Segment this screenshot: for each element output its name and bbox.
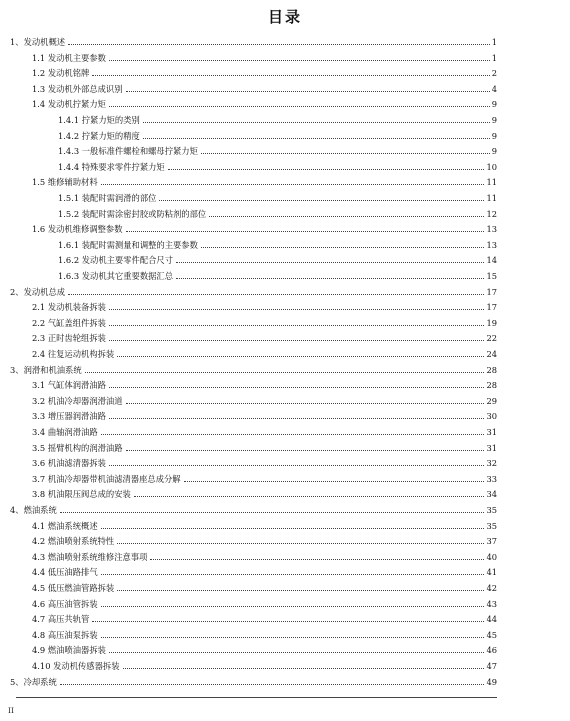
footer-page-number: II bbox=[8, 706, 14, 715]
toc-entry[interactable] bbox=[10, 377, 497, 390]
toc-dot-leader bbox=[101, 637, 485, 638]
toc-entry-label: 3、润滑和机油系统 bbox=[10, 364, 82, 375]
toc-dot-leader bbox=[117, 543, 484, 544]
toc-entry-label: 1.4 发动机拧紧力矩 bbox=[32, 99, 106, 110]
toc-entry-label: 4.1 燃油系统概述 bbox=[32, 520, 98, 531]
toc-entry-page: 29 bbox=[486, 395, 497, 406]
toc-entry-label: 1.4.1 拧紧力矩的类别 bbox=[58, 115, 140, 125]
toc-entry-label: 3.2 机油冷却器润滑油道 bbox=[32, 395, 123, 406]
toc-entry-label: 1.6.1 装配时需测量和调整的主要参数 bbox=[58, 239, 198, 250]
toc-entry-label: 2.4 往复运动机构拆装 bbox=[32, 349, 115, 359]
toc-entry-page: 9 bbox=[491, 115, 497, 125]
toc-entry[interactable] bbox=[10, 299, 497, 312]
toc-dot-leader bbox=[184, 481, 485, 482]
toc-dot-leader bbox=[126, 231, 485, 232]
toc-entry-page: 10 bbox=[486, 161, 497, 172]
toc-entry-page: 46 bbox=[486, 645, 497, 656]
toc-entry-label: 3.8 机油限压阀总成的安装 bbox=[32, 489, 131, 500]
toc-entry-label: 4.9 燃油喷油器拆装 bbox=[32, 645, 106, 656]
toc-dot-leader bbox=[109, 60, 490, 61]
toc-entry[interactable] bbox=[10, 315, 497, 328]
toc-dot-leader bbox=[109, 106, 490, 107]
toc-entry-label: 2.1 发动机装备拆装 bbox=[32, 302, 106, 313]
toc-entry[interactable] bbox=[10, 486, 497, 499]
toc-dot-leader bbox=[126, 450, 485, 451]
toc-entry[interactable] bbox=[10, 642, 497, 655]
toc-dot-leader bbox=[60, 684, 485, 685]
toc-entry-page: 12 bbox=[486, 208, 497, 219]
toc-entry-page: 4 bbox=[491, 83, 497, 94]
toc-entry[interactable] bbox=[10, 65, 497, 78]
toc-dot-leader bbox=[159, 200, 484, 201]
toc-dot-leader bbox=[109, 418, 485, 419]
toc-dot-leader bbox=[176, 262, 484, 263]
toc-dot-leader bbox=[201, 247, 485, 248]
toc-dot-leader bbox=[209, 216, 484, 217]
toc-entry-label: 2.2 气缸盖组件拆装 bbox=[32, 317, 106, 328]
toc-entry-page: 17 bbox=[486, 302, 497, 313]
toc-entry[interactable] bbox=[10, 580, 497, 593]
toc-entry-page: 9 bbox=[491, 130, 497, 141]
toc-entry[interactable] bbox=[10, 424, 497, 437]
toc-entry-label: 4.6 高压油管拆装 bbox=[32, 598, 98, 609]
toc-entry-label: 4.3 燃油喷射系统维修注意事项 bbox=[32, 551, 148, 562]
toc-entry[interactable] bbox=[10, 284, 497, 297]
toc-entry-page: 15 bbox=[486, 271, 497, 281]
toc-entry-label: 2.3 正时齿轮组拆装 bbox=[32, 333, 106, 344]
toc-entry-page: 41 bbox=[486, 567, 497, 578]
toc-entry[interactable] bbox=[10, 518, 497, 531]
toc-dot-leader bbox=[68, 294, 484, 295]
toc-dot-leader bbox=[85, 372, 485, 373]
toc-entry[interactable] bbox=[10, 408, 497, 421]
toc-dot-leader bbox=[143, 122, 490, 123]
toc-entry[interactable] bbox=[10, 346, 497, 359]
toc-dot-leader bbox=[176, 278, 484, 279]
toc-entry[interactable] bbox=[10, 330, 497, 343]
toc-dot-leader bbox=[92, 75, 489, 76]
toc-entry-page: 34 bbox=[486, 489, 497, 500]
toc-entry-page: 13 bbox=[486, 239, 497, 250]
toc-entry-label: 1.6.2 发动机主要零件配合尺寸 bbox=[58, 255, 174, 266]
toc-dot-leader bbox=[101, 574, 485, 575]
toc-entry-page: 43 bbox=[486, 598, 497, 609]
toc-entry-label: 1.6.3 发动机其它重要数据汇总 bbox=[58, 271, 174, 281]
toc-dot-leader bbox=[68, 44, 490, 45]
toc-entry[interactable] bbox=[10, 50, 497, 63]
toc-entry-page: 28 bbox=[486, 380, 497, 391]
toc-entry-page: 9 bbox=[491, 146, 497, 157]
toc-entry[interactable] bbox=[10, 658, 497, 671]
toc-entry[interactable] bbox=[10, 564, 497, 577]
toc-dot-leader bbox=[117, 590, 484, 591]
toc-entry-label: 1.1 发动机主要参数 bbox=[32, 52, 106, 63]
toc-entry[interactable] bbox=[10, 159, 497, 172]
toc-entry-page: 35 bbox=[486, 505, 497, 515]
toc-dot-leader bbox=[109, 465, 485, 466]
toc-dot-leader bbox=[150, 559, 484, 560]
toc-entry-label: 1、发动机概述 bbox=[10, 37, 66, 47]
toc-entry-label: 1.3 发动机外部总成识别 bbox=[32, 83, 123, 94]
toc-dot-leader bbox=[101, 184, 485, 185]
toc-entry-page: 11 bbox=[486, 177, 497, 188]
toc-entry-page: 35 bbox=[486, 520, 497, 531]
toc-entry[interactable] bbox=[10, 206, 497, 219]
toc-entry-label: 1.4.3 一般标准件螺栓和螺母拧紧力矩 bbox=[58, 146, 198, 157]
toc-entry-page: 11 bbox=[486, 193, 497, 203]
toc-entry-page: 1 bbox=[491, 52, 497, 63]
toc-entry-label: 5、冷却系统 bbox=[10, 676, 57, 687]
toc-entry-page: 47 bbox=[486, 661, 497, 671]
toc-entry-page: 17 bbox=[486, 286, 497, 297]
toc-entry-label: 1.2 发动机铭牌 bbox=[32, 68, 90, 79]
toc-dot-leader bbox=[92, 621, 484, 622]
toc-dot-leader bbox=[168, 169, 485, 170]
toc-entry-page: 31 bbox=[486, 427, 497, 437]
toc-dot-leader bbox=[109, 387, 485, 388]
toc-entry-page: 44 bbox=[486, 614, 497, 625]
toc-entry-label: 3.3 增压器润滑油路 bbox=[32, 411, 106, 422]
footer-divider bbox=[16, 697, 497, 698]
toc-dot-leader bbox=[109, 309, 485, 310]
toc-entry-label: 1.4.4 特殊要求零件拧紧力矩 bbox=[58, 161, 165, 172]
toc-entry-page: 33 bbox=[486, 473, 497, 484]
toc-entry-label: 4.5 低压燃油管路拆装 bbox=[32, 583, 115, 593]
toc-entry[interactable] bbox=[10, 268, 497, 281]
toc-entry-page: 32 bbox=[486, 458, 497, 469]
toc-dot-leader bbox=[109, 325, 485, 326]
toc-entry-page: 13 bbox=[486, 224, 497, 235]
toc-dot-leader bbox=[201, 153, 490, 154]
toc-entry-label: 1.5 维修辅助材料 bbox=[32, 177, 98, 188]
toc-entry-page: 37 bbox=[486, 536, 497, 547]
toc-entry[interactable] bbox=[10, 549, 497, 562]
toc-entry[interactable] bbox=[10, 190, 497, 203]
toc-entry-label: 4.7 高压共轨管 bbox=[32, 614, 90, 625]
toc-entry[interactable] bbox=[10, 96, 497, 109]
toc-entry-page: 31 bbox=[486, 442, 497, 453]
toc-entry[interactable] bbox=[10, 237, 497, 250]
toc-entry[interactable] bbox=[10, 143, 497, 156]
toc-entry[interactable] bbox=[10, 440, 497, 453]
toc-dot-leader bbox=[126, 403, 485, 404]
toc-dot-leader bbox=[117, 356, 484, 357]
toc-entry-page: 28 bbox=[486, 364, 497, 375]
toc-entry-page: 1 bbox=[491, 37, 497, 47]
toc-entry[interactable] bbox=[10, 627, 497, 640]
toc-entry[interactable] bbox=[10, 252, 497, 265]
toc-entry-label: 4.8 高压油泵拆装 bbox=[32, 629, 98, 640]
toc-entry-label: 3.4 曲轴润滑油路 bbox=[32, 427, 98, 437]
toc-entry-page: 2 bbox=[491, 68, 497, 79]
toc-dot-leader bbox=[123, 668, 485, 669]
toc-entry-label: 3.5 摇臂机构的润滑油路 bbox=[32, 442, 123, 453]
toc-entry[interactable] bbox=[10, 362, 497, 375]
toc-entry[interactable] bbox=[10, 596, 497, 609]
toc-entry[interactable] bbox=[10, 81, 497, 94]
toc-dot-leader bbox=[101, 528, 485, 529]
toc-entry-page: 42 bbox=[486, 583, 497, 593]
toc-entry-label: 4.2 燃油喷射系统特性 bbox=[32, 536, 115, 547]
toc-entry[interactable] bbox=[10, 611, 497, 624]
toc-dot-leader bbox=[143, 138, 490, 139]
toc-entry-page: 45 bbox=[486, 629, 497, 640]
toc-entry[interactable] bbox=[10, 471, 497, 484]
toc-entry-label: 1.4.2 拧紧力矩的精度 bbox=[58, 130, 140, 141]
toc-entry[interactable] bbox=[10, 674, 497, 687]
toc-entry-page: 19 bbox=[486, 317, 497, 328]
toc-entry[interactable] bbox=[10, 112, 497, 125]
toc-entry-label: 3.6 机油滤清器拆装 bbox=[32, 458, 106, 469]
toc-entry-page: 14 bbox=[486, 255, 497, 266]
toc-entry[interactable] bbox=[10, 128, 497, 141]
toc-dot-leader bbox=[109, 340, 485, 341]
toc-entry-label: 1.5.1 装配时需润滑的部位 bbox=[58, 193, 157, 203]
toc-entry-label: 1.5.2 装配时需涂密封胶或防粘剂的部位 bbox=[58, 208, 207, 219]
toc-entry[interactable] bbox=[10, 455, 497, 468]
toc-entry[interactable] bbox=[10, 393, 497, 406]
toc-entry-page: 22 bbox=[486, 333, 497, 344]
toc-dot-leader bbox=[60, 512, 485, 513]
toc-entry-page: 40 bbox=[486, 551, 497, 562]
toc-entry-page: 24 bbox=[486, 349, 497, 359]
toc-entry-page: 9 bbox=[491, 99, 497, 110]
toc-entry-page: 30 bbox=[486, 411, 497, 422]
toc-entry-label: 4、燃油系统 bbox=[10, 505, 57, 515]
toc-dot-leader bbox=[101, 606, 485, 607]
toc-entry-label: 2、发动机总成 bbox=[10, 286, 66, 297]
toc-entry-label: 3.7 机油冷却器带机油滤清器座总成分解 bbox=[32, 473, 181, 484]
toc-entry-label: 3.1 气缸体润滑油路 bbox=[32, 380, 106, 391]
toc-dot-leader bbox=[134, 496, 485, 497]
toc-entry[interactable] bbox=[10, 221, 497, 234]
toc-entry-label: 4.10 发动机传感器拆装 bbox=[32, 661, 120, 671]
toc-dot-leader bbox=[101, 434, 485, 435]
toc-entry[interactable] bbox=[10, 174, 497, 187]
toc-entry[interactable] bbox=[10, 34, 497, 47]
page-title: 目录 bbox=[267, 8, 302, 26]
toc-entry[interactable] bbox=[10, 533, 497, 546]
toc-entry-label: 1.6 发动机维修调整参数 bbox=[32, 224, 123, 235]
toc-entry-label: 4.4 低压油路排气 bbox=[32, 567, 98, 578]
toc-dot-leader bbox=[126, 91, 490, 92]
toc-entry-page: 49 bbox=[486, 676, 497, 687]
toc-entry[interactable] bbox=[10, 502, 497, 515]
toc-dot-leader bbox=[109, 652, 485, 653]
